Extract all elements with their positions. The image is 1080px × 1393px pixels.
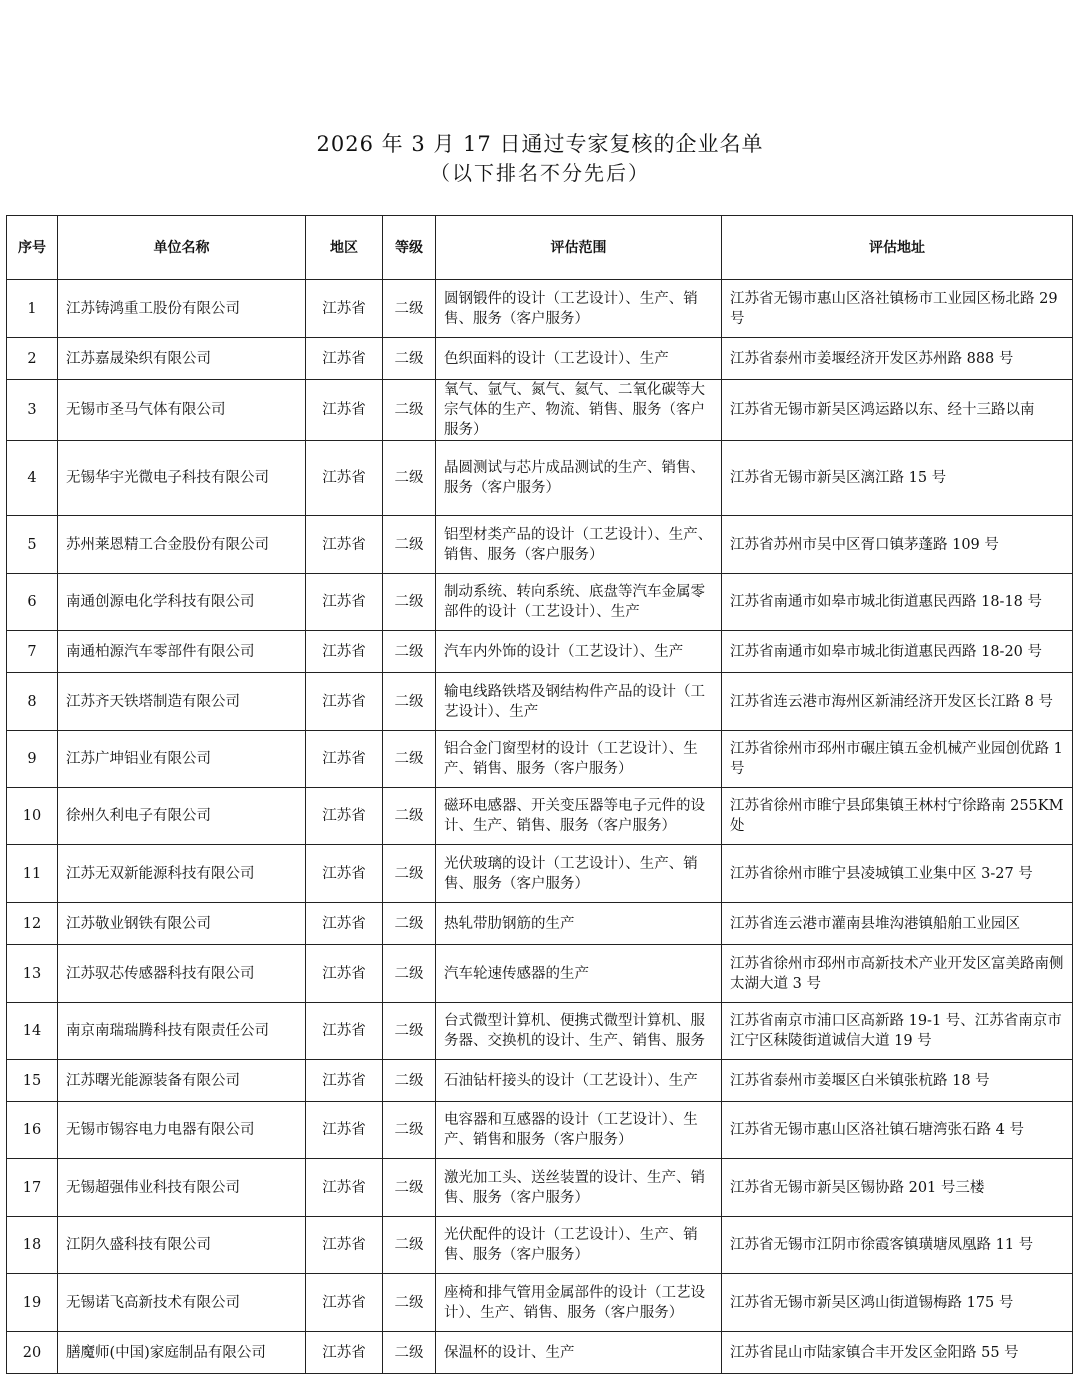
cell-scope: 光伏玻璃的设计（工艺设计）、生产、销售、服务（客户服务）: [436, 845, 722, 903]
header-level: 等级: [383, 216, 436, 280]
cell-address: 江苏省徐州市邳州市高新技术产业开发区富美路南侧太湖大道 3 号: [722, 945, 1073, 1003]
table-row: [7, 673, 1073, 731]
cell-level: 二级: [383, 1217, 436, 1274]
cell-no: 20: [7, 1332, 58, 1374]
cell-level: 二级: [383, 1274, 436, 1332]
cell-level: 二级: [383, 731, 436, 788]
cell-address: 江苏省无锡市新吴区鸿运路以东、经十三路以南: [722, 380, 1073, 441]
cell-company-name: 无锡华宇光微电子科技有限公司: [58, 441, 306, 516]
cell-address: 江苏省徐州市睢宁县凌城镇工业集中区 3-27 号: [722, 845, 1073, 903]
cell-company-name: 膳魔师(中国)家庭制品有限公司: [58, 1332, 306, 1374]
cell-region: 江苏省: [306, 574, 383, 631]
cell-scope: 制动系统、转向系统、底盘等汽车金属零部件的设计（工艺设计）、生产: [436, 574, 722, 631]
table-row: [7, 516, 1073, 574]
cell-level: 二级: [383, 280, 436, 338]
table-row: [7, 903, 1073, 945]
table-header-row: [7, 216, 1073, 280]
cell-level: 二级: [383, 380, 436, 441]
table-row: [7, 945, 1073, 1003]
header-region: 地区: [306, 216, 383, 280]
cell-address: 江苏省泰州市姜堰区白米镇张杭路 18 号: [722, 1060, 1073, 1102]
cell-address: 江苏省徐州市睢宁县邱集镇王林村宁徐路南 255KM 处: [722, 788, 1073, 845]
cell-address: 江苏省徐州市邳州市碾庄镇五金机械产业园创优路 1 号: [722, 731, 1073, 788]
table-row: [7, 1217, 1073, 1274]
cell-region: 江苏省: [306, 516, 383, 574]
cell-company-name: 江苏广坤铝业有限公司: [58, 731, 306, 788]
cell-company-name: 江苏齐天铁塔制造有限公司: [58, 673, 306, 731]
cell-no: 7: [7, 631, 58, 673]
table-row: [7, 631, 1073, 673]
cell-address: 江苏省泰州市姜堰经济开发区苏州路 888 号: [722, 338, 1073, 380]
table-body: [7, 280, 1073, 1374]
cell-level: 二级: [383, 845, 436, 903]
cell-company-name: 江阴久盛科技有限公司: [58, 1217, 306, 1274]
cell-company-name: 江苏驭芯传感器科技有限公司: [58, 945, 306, 1003]
cell-scope: 热轧带肋钢筋的生产: [436, 903, 722, 945]
cell-region: 江苏省: [306, 1217, 383, 1274]
cell-level: 二级: [383, 1102, 436, 1159]
cell-scope: 晶圆测试与芯片成品测试的生产、销售、服务（客户服务）: [436, 441, 722, 516]
cell-scope: 座椅和排气管用金属部件的设计（工艺设计）、生产、销售、服务（客户服务）: [436, 1274, 722, 1332]
cell-no: 10: [7, 788, 58, 845]
cell-address: 江苏省南通市如皋市城北街道惠民西路 18-20 号: [722, 631, 1073, 673]
cell-region: 江苏省: [306, 441, 383, 516]
table-row: [7, 1102, 1073, 1159]
cell-company-name: 无锡市圣马气体有限公司: [58, 380, 306, 441]
page-subtitle: （以下排名不分先后）: [430, 161, 650, 185]
cell-level: 二级: [383, 1003, 436, 1060]
cell-level: 二级: [383, 631, 436, 673]
cell-level: 二级: [383, 1060, 436, 1102]
cell-region: 江苏省: [306, 380, 383, 441]
cell-company-name: 江苏曙光能源装备有限公司: [58, 1060, 306, 1102]
cell-region: 江苏省: [306, 1003, 383, 1060]
cell-address: 江苏省无锡市新吴区漓江路 15 号: [722, 441, 1073, 516]
cell-scope: 石油钻杆接头的设计（工艺设计）、生产: [436, 1060, 722, 1102]
table-row: [7, 380, 1073, 441]
cell-scope: 铝合金门窗型材的设计（工艺设计）、生产、销售、服务（客户服务）: [436, 731, 722, 788]
cell-scope: 铝型材类产品的设计（工艺设计）、生产、销售、服务（客户服务）: [436, 516, 722, 574]
cell-no: 17: [7, 1159, 58, 1217]
cell-address: 江苏省无锡市惠山区洛社镇杨市工业园区杨北路 29 号: [722, 280, 1073, 338]
cell-region: 江苏省: [306, 845, 383, 903]
table-row: [7, 338, 1073, 380]
cell-no: 19: [7, 1274, 58, 1332]
table-row: [7, 731, 1073, 788]
cell-no: 18: [7, 1217, 58, 1274]
cell-company-name: 无锡市锡容电力电器有限公司: [58, 1102, 306, 1159]
cell-address: 江苏省连云港市灌南县堆沟港镇船舶工业园区: [722, 903, 1073, 945]
cell-region: 江苏省: [306, 788, 383, 845]
page-title: 2026 年 3 月 17 日通过专家复核的企业名单: [316, 132, 764, 156]
cell-region: 江苏省: [306, 1274, 383, 1332]
cell-no: 6: [7, 574, 58, 631]
cell-address: 江苏省南京市浦口区高新路 19-1 号、江苏省南京市江宁区秣陵街道诚信大道 19 号: [722, 1003, 1073, 1060]
cell-region: 江苏省: [306, 673, 383, 731]
cell-level: 二级: [383, 441, 436, 516]
cell-scope: 电容器和互感器的设计（工艺设计）、生产、销售和服务（客户服务）: [436, 1102, 722, 1159]
table-row: [7, 1274, 1073, 1332]
cell-scope: 台式微型计算机、便携式微型计算机、服务器、交换机的设计、生产、销售、服务: [436, 1003, 722, 1060]
cell-company-name: 江苏嘉晟染织有限公司: [58, 338, 306, 380]
header-scope: 评估范围: [436, 216, 722, 280]
cell-no: 8: [7, 673, 58, 731]
cell-company-name: 南通创源电化学科技有限公司: [58, 574, 306, 631]
cell-level: 二级: [383, 788, 436, 845]
cell-company-name: 江苏敬业钢铁有限公司: [58, 903, 306, 945]
table-row: [7, 1003, 1073, 1060]
table-row: [7, 788, 1073, 845]
cell-region: 江苏省: [306, 1332, 383, 1374]
table-row: [7, 280, 1073, 338]
cell-region: 江苏省: [306, 903, 383, 945]
table-row: [7, 574, 1073, 631]
cell-no: 2: [7, 338, 58, 380]
cell-company-name: 徐州久利电子有限公司: [58, 788, 306, 845]
cell-region: 江苏省: [306, 338, 383, 380]
cell-scope: 光伏配件的设计（工艺设计）、生产、销售、服务（客户服务）: [436, 1217, 722, 1274]
cell-no: 1: [7, 280, 58, 338]
cell-scope: 激光加工头、送丝装置的设计、生产、销售、服务（客户服务）: [436, 1159, 722, 1217]
cell-no: 13: [7, 945, 58, 1003]
cell-region: 江苏省: [306, 280, 383, 338]
cell-level: 二级: [383, 516, 436, 574]
cell-level: 二级: [383, 903, 436, 945]
cell-address: 江苏省昆山市陆家镇合丰开发区金阳路 55 号: [722, 1332, 1073, 1374]
cell-no: 12: [7, 903, 58, 945]
cell-region: 江苏省: [306, 631, 383, 673]
cell-scope: 氧气、氩气、氮气、氦气、二氧化碳等大宗气体的生产、物流、销售、服务（客户服务）: [436, 380, 722, 441]
cell-company-name: 江苏无双新能源科技有限公司: [58, 845, 306, 903]
cell-no: 16: [7, 1102, 58, 1159]
cell-address: 江苏省南通市如皋市城北街道惠民西路 18-18 号: [722, 574, 1073, 631]
cell-scope: 色织面料的设计（工艺设计）、生产: [436, 338, 722, 380]
cell-scope: 汽车内外饰的设计（工艺设计）、生产: [436, 631, 722, 673]
cell-address: 江苏省无锡市江阴市徐霞客镇璜塘凤凰路 11 号: [722, 1217, 1073, 1274]
cell-no: 9: [7, 731, 58, 788]
cell-region: 江苏省: [306, 1060, 383, 1102]
cell-company-name: 南京南瑞瑞腾科技有限责任公司: [58, 1003, 306, 1060]
cell-company-name: 无锡超强伟业科技有限公司: [58, 1159, 306, 1217]
cell-no: 11: [7, 845, 58, 903]
cell-scope: 圆钢锻件的设计（工艺设计）、生产、销售、服务（客户服务）: [436, 280, 722, 338]
cell-address: 江苏省苏州市吴中区胥口镇茅蓬路 109 号: [722, 516, 1073, 574]
cell-level: 二级: [383, 673, 436, 731]
cell-company-name: 苏州莱恩精工合金股份有限公司: [58, 516, 306, 574]
cell-scope: 输电线路铁塔及钢结构件产品的设计（工艺设计）、生产: [436, 673, 722, 731]
table-row: [7, 1332, 1073, 1374]
header-address: 评估地址: [722, 216, 1073, 280]
table-row: [7, 1060, 1073, 1102]
cell-region: 江苏省: [306, 1102, 383, 1159]
cell-scope: 磁环电感器、开关变压器等电子元件的设计、生产、销售、服务（客户服务）: [436, 788, 722, 845]
cell-level: 二级: [383, 1332, 436, 1374]
cell-address: 江苏省无锡市新吴区鸿山街道锡梅路 175 号: [722, 1274, 1073, 1332]
cell-no: 4: [7, 441, 58, 516]
cell-scope: 汽车轮速传感器的生产: [436, 945, 722, 1003]
cell-company-name: 无锡诺飞高新技术有限公司: [58, 1274, 306, 1332]
table-row: [7, 441, 1073, 516]
cell-company-name: 江苏铸鸿重工股份有限公司: [58, 280, 306, 338]
cell-level: 二级: [383, 945, 436, 1003]
cell-address: 江苏省无锡市惠山区洛社镇石塘湾张石路 4 号: [722, 1102, 1073, 1159]
company-table: [6, 215, 1073, 1374]
cell-region: 江苏省: [306, 945, 383, 1003]
cell-address: 江苏省连云港市海州区新浦经济开发区长江路 8 号: [722, 673, 1073, 731]
cell-level: 二级: [383, 574, 436, 631]
table-row: [7, 1159, 1073, 1217]
cell-no: 14: [7, 1003, 58, 1060]
cell-region: 江苏省: [306, 1159, 383, 1217]
cell-company-name: 南通柏源汽车零部件有限公司: [58, 631, 306, 673]
cell-scope: 保温杯的设计、生产: [436, 1332, 722, 1374]
header-no: 序号: [7, 216, 58, 280]
cell-level: 二级: [383, 338, 436, 380]
cell-level: 二级: [383, 1159, 436, 1217]
cell-no: 3: [7, 380, 58, 441]
cell-no: 15: [7, 1060, 58, 1102]
table-row: [7, 845, 1073, 903]
header-name: 单位名称: [58, 216, 306, 280]
cell-address: 江苏省无锡市新吴区锡协路 201 号三楼: [722, 1159, 1073, 1217]
cell-no: 5: [7, 516, 58, 574]
cell-region: 江苏省: [306, 731, 383, 788]
